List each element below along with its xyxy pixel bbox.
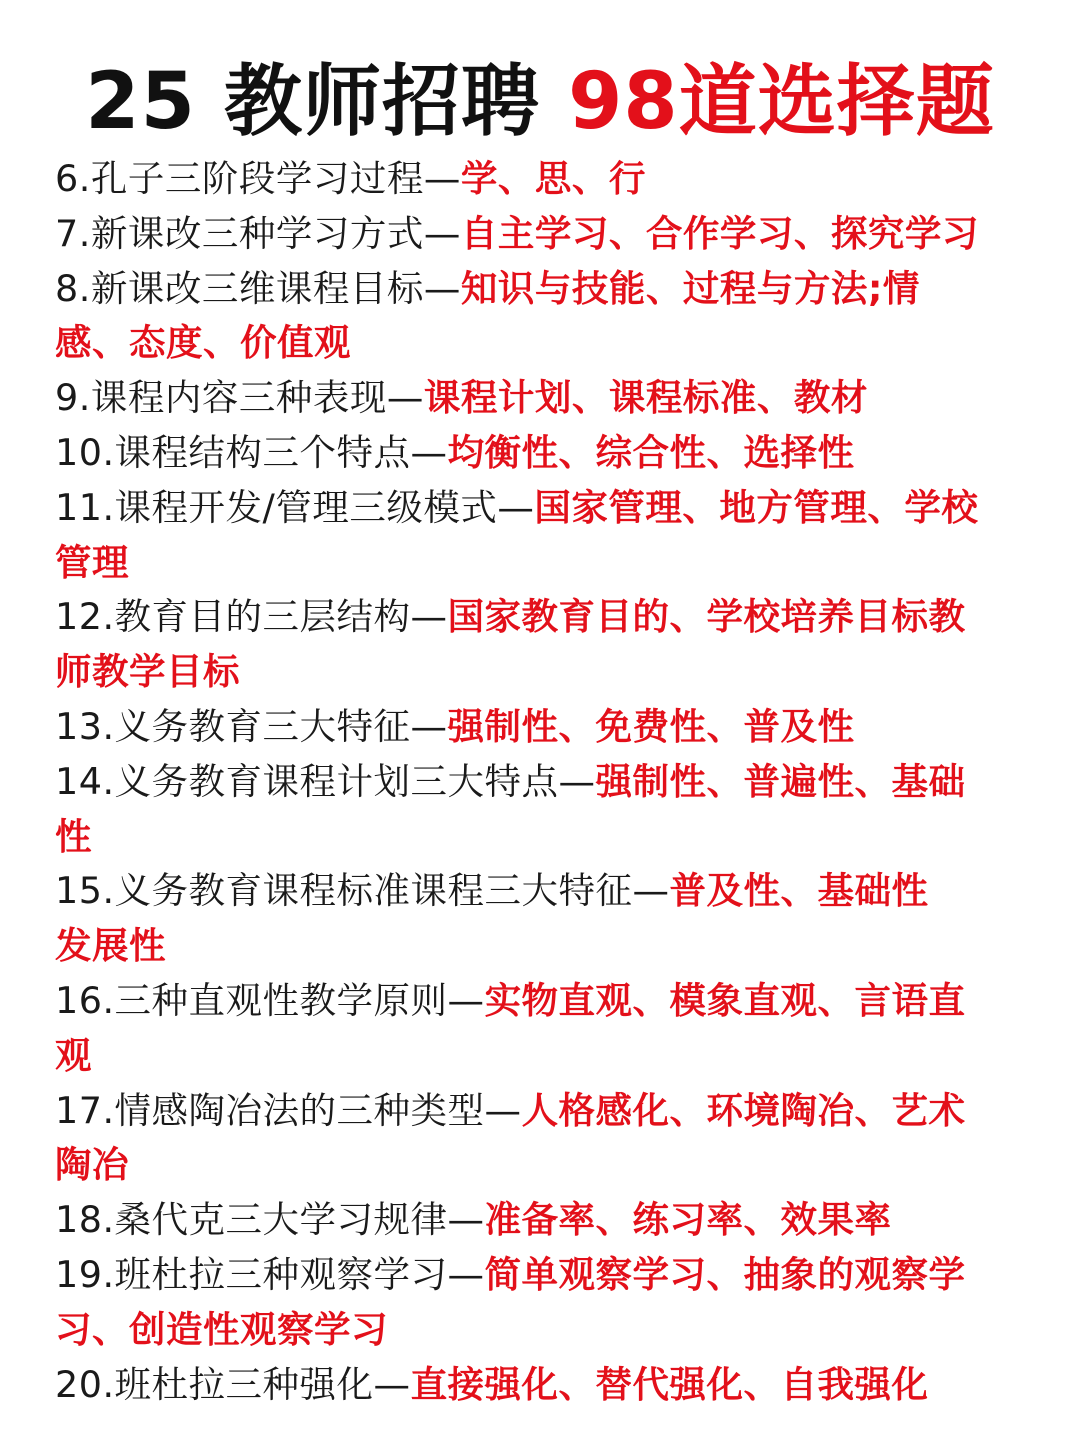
item-answer: 课程计划、课程标准、教材 (423, 376, 868, 420)
item-answer: 人格感化、环境陶冶、艺术 (521, 1088, 966, 1132)
item-answer: 实物直观、模象直观、言语直 (484, 978, 966, 1022)
list-item (55, 864, 1030, 974)
item-answer-continued: 习、创造性观察学习 (55, 1307, 388, 1351)
item-answer-continued: 管理 (55, 540, 129, 584)
list-item (55, 1193, 1030, 1248)
item-question: 12.教育目的三层结构— (55, 595, 448, 639)
list-item (55, 152, 1030, 207)
item-question: 16.三种直观性教学原则— (55, 978, 485, 1022)
list-item (55, 481, 1030, 591)
title-highlight: 98道选择题 (568, 57, 995, 147)
title-prefix: 25 教师招聘 (85, 57, 540, 147)
list-item (55, 700, 1030, 755)
item-question: 20.班杜拉三种强化— (55, 1362, 411, 1406)
item-answer: 知识与技能、过程与方法;情 (460, 266, 920, 310)
item-answer: 自主学习、合作学习、探究学习 (460, 211, 979, 255)
item-answer: 强制性、普遍性、基础 (595, 759, 966, 803)
list-item (55, 207, 1030, 262)
item-question: 15.义务教育课程标准课程三大特征— (55, 869, 670, 913)
item-question: 9.课程内容三种表现— (55, 376, 424, 420)
qa-list (55, 152, 1030, 1412)
list-item (55, 1084, 1030, 1194)
item-answer: 普及性、基础性 (669, 869, 929, 913)
item-answer-continued: 感、态度、价值观 (55, 321, 351, 365)
item-question: 14.义务教育课程计划三大特点— (55, 759, 596, 803)
item-question: 13.义务教育三大特征— (55, 704, 448, 748)
list-item (55, 262, 1030, 372)
list-item (55, 590, 1030, 700)
item-answer: 国家教育目的、学校培养目标教 (447, 595, 966, 639)
item-answer: 均衡性、综合性、选择性 (447, 430, 855, 474)
list-item (55, 755, 1030, 865)
item-answer: 学、思、行 (460, 157, 646, 200)
list-item (55, 1248, 1030, 1358)
item-question: 19.班杜拉三种观察学习— (55, 1252, 485, 1296)
item-answer: 准备率、练习率、效果率 (484, 1198, 892, 1242)
item-answer: 直接强化、替代强化、自我强化 (410, 1362, 929, 1406)
item-question: 17.情感陶冶法的三种类型— (55, 1088, 522, 1132)
item-question: 11.课程开发/管理三级模式— (55, 485, 535, 529)
list-item (55, 426, 1030, 481)
item-question: 10.课程结构三个特点— (55, 430, 448, 474)
list-item (55, 974, 1030, 1084)
list-item (55, 371, 1030, 426)
item-answer-continued: 陶冶 (55, 1143, 129, 1187)
item-answer-continued: 性 (55, 814, 92, 858)
page-title (0, 52, 1080, 152)
item-answer-continued: 发展性 (55, 924, 166, 968)
item-answer: 简单观察学习、抽象的观察学 (484, 1252, 966, 1296)
item-answer-continued: 观 (55, 1033, 92, 1077)
item-question: 7.新课改三种学习方式— (55, 211, 461, 255)
item-question: 6.孔子三阶段学习过程— (55, 157, 461, 200)
item-answer: 强制性、免费性、普及性 (447, 704, 855, 748)
item-question: 18.桑代克三大学习规律— (55, 1198, 485, 1242)
item-question: 8.新课改三维课程目标— (55, 266, 461, 310)
item-answer-continued: 师教学目标 (55, 650, 240, 694)
list-item (55, 1358, 1030, 1413)
item-answer: 国家管理、地方管理、学校 (534, 485, 979, 529)
